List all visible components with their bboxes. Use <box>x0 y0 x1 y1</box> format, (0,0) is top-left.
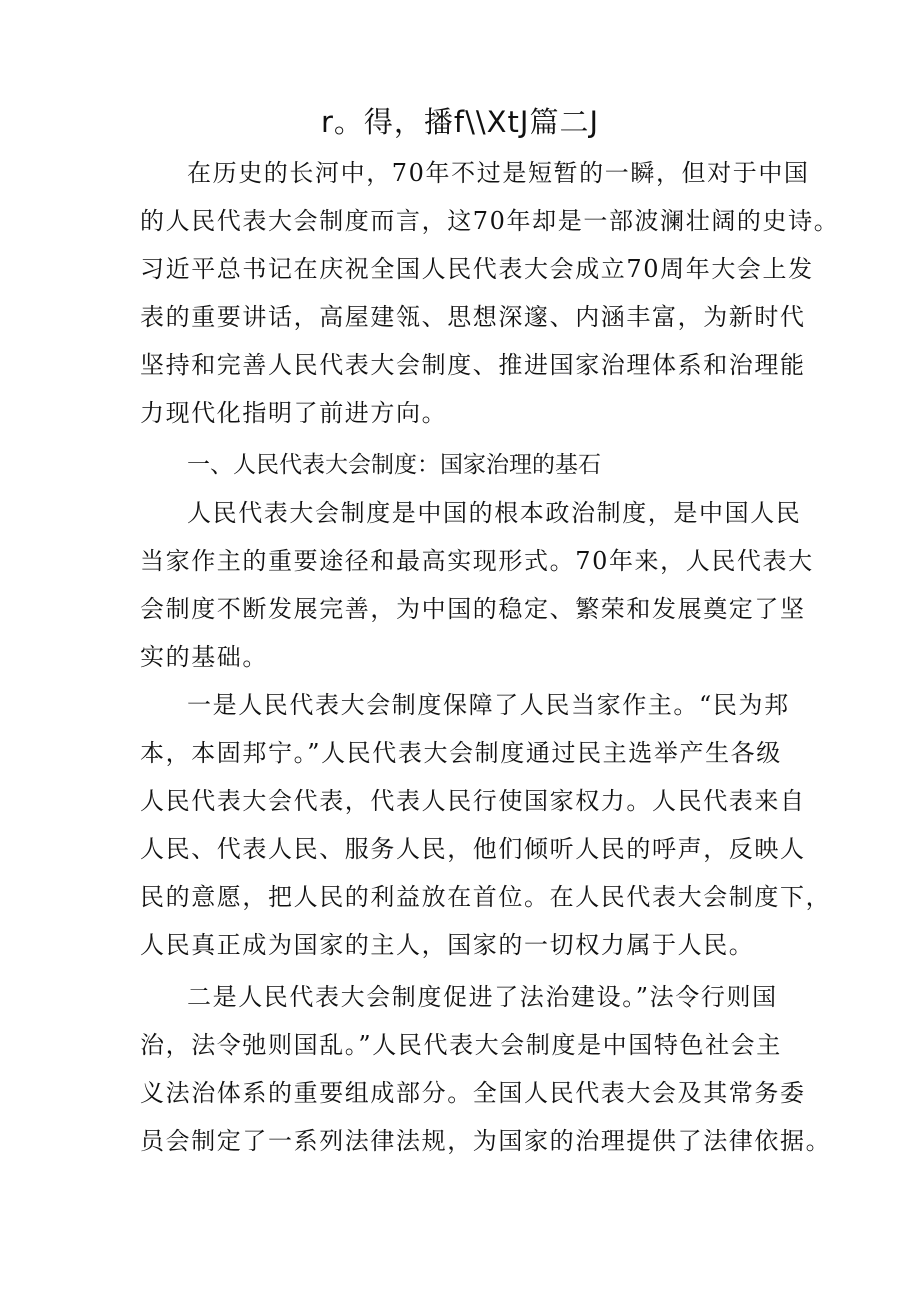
paragraph-line: 坚持和完善人民代表大会制度、推进国家治理体系和治理能 <box>140 351 806 379</box>
paragraph-line: 治，法令弛则国乱。”人民代表大会制度是中国特色社会主 <box>140 1031 782 1059</box>
paragraph-line: 实的基础。 <box>140 643 268 671</box>
paragraph-line: 人民、代表人民、服务人民，他们倾听人民的呼声，反映人 <box>140 835 806 863</box>
paragraph-line: 一是人民代表大会制度保障了人民当家作主。“民为邦 <box>187 691 790 719</box>
paragraph-line: 人民真正成为国家的主人，国家的一切权力属于人民。 <box>140 931 755 959</box>
document-title: r。得，播f\\XtJ篇二J <box>320 105 600 139</box>
paragraph-line: 人民代表大会代表，代表人民行使国家权力。人民代表来自 <box>140 787 806 815</box>
paragraph-line: 人民代表大会制度是中国的根本政治制度，是中国人民 <box>187 499 802 527</box>
paragraph-line: 二是人民代表大会制度促进了法治建设。”法令行则国 <box>187 983 778 1011</box>
paragraph-line: 表的重要讲话，高屋建瓴、思想深邃、内涵丰富，为新时代 <box>140 303 806 331</box>
section-heading: 一、人民代表大会制度：国家治理的基石 <box>187 452 601 478</box>
paragraph-line: 本，本固邦宁。”人民代表大会制度通过民主选举产生各级 <box>140 739 782 767</box>
paragraph-line: 义法治体系的重要组成部分。全国人民代表大会及其常务委 <box>140 1079 806 1107</box>
paragraph-line: 力现代化指明了前进方向。 <box>140 399 448 427</box>
paragraph-line: 民的意愿，把人民的利益放在首位。在人民代表大会制度下， <box>140 883 832 911</box>
paragraph-line: 当家作主的重要途径和最高实现形式。70年来，人民代表大 <box>140 547 814 575</box>
paragraph-line: 员会制定了一系列法律法规，为国家的治理提供了法律依据。 <box>140 1127 832 1155</box>
paragraph-line: 的人民代表大会制度而言，这70年却是一部波澜壮阔的史诗。 <box>140 207 840 235</box>
paragraph-line: 在历史的长河中，70年不过是短暂的一瞬，但对于中国 <box>187 159 810 187</box>
paragraph-line: 会制度不断发展完善，为中国的稳定、繁荣和发展奠定了坚 <box>140 595 806 623</box>
paragraph-line: 习近平总书记在庆祝全国人民代表大会成立70周年大会上发 <box>140 255 814 283</box>
